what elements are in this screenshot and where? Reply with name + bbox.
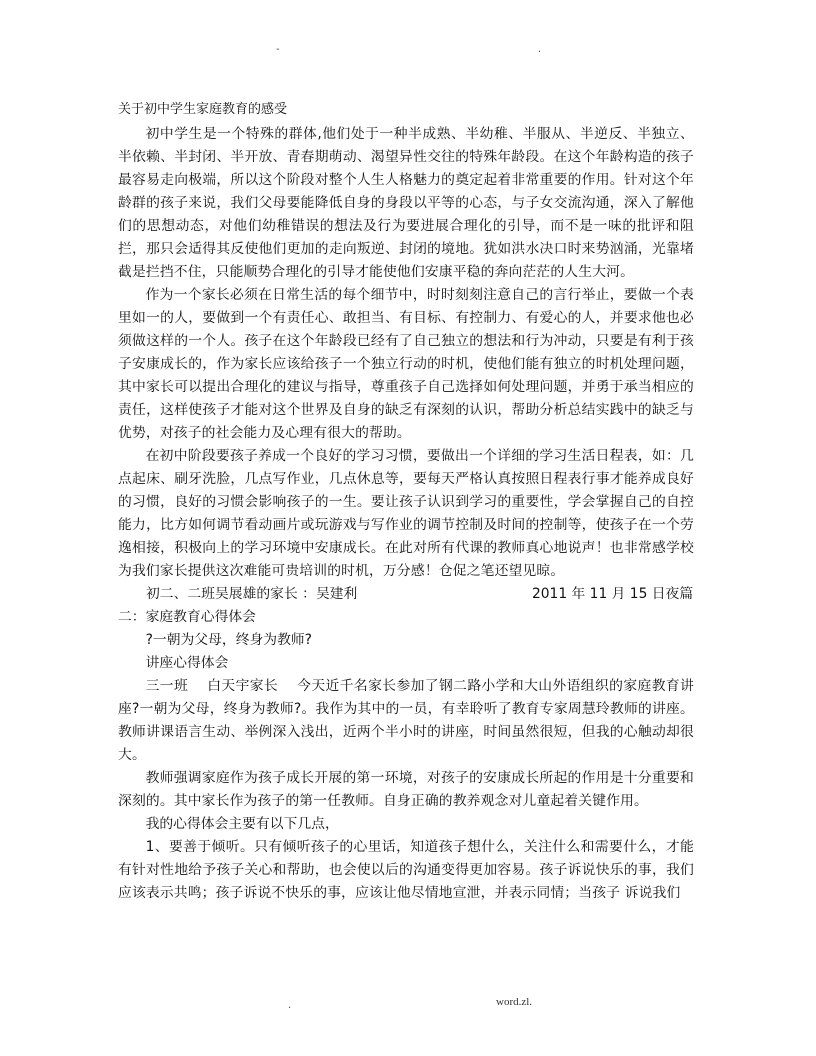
- paragraph-2: 作为一个家长必须在日常生活的每个细节中，时时刻刻注意自己的言行举止，要做一个表里如一的人，要做到一个有责任心、敢担当、有目标、有控制力、有爱心的人，并要求他也必须做这样的一个人。孩子在这个年龄段已经有了自己独立的想法和行为冲动，只要是有利于孩子安康成长的，作为家长应该给孩子一个独立行动的时机，使他们能有独立的时机处理问题，其中家长可以提出合理化的建议与指导，尊重孩子自己选择如何处理问题，并勇于承当相应的责任，这样使孩子才能对这个世界及自身的缺乏有深刻的认识，帮助分析总结实践中的缺乏与优势，对孩子的社会能力及心理有很大的帮助。: [118, 287, 694, 441]
- signature-date: 2011 年 11 月 15 日夜篇: [532, 586, 694, 602]
- section-two-heading: 二：家庭教育心得体会: [118, 609, 256, 625]
- document-body: [118, 99, 694, 905]
- header-right-mark: .: [538, 44, 542, 55]
- paragraph-5: 教师强调家庭作为孩子成长开展的第一环境，对孩子的安康成长所起的作用是十分重要和深刻的。其中家长作为孩子的第一任教师。自身正确的教养观念对儿童起着关键作用。: [118, 770, 694, 809]
- header-left-mark: -: [276, 44, 280, 55]
- signature-row: [118, 583, 694, 606]
- article-title: 关于初中学生家庭教育的感受: [118, 102, 288, 117]
- paragraph-4: 三一班 白天宇家长 今天近千名家长参加了钢二路小学和大山外语组织的家庭教育讲座?一朝为父母，终身为教师?。我作为其中的一员，有幸聆听了教育专家周慧玲教师的讲座。教师讲课语言生动、举例深入浅出，近两个半小时的讲座，时间虽然很短，但我的心触动却很大。: [118, 678, 694, 763]
- points-intro: 我的心得体会主要有以下几点，: [145, 816, 339, 832]
- footer-source: word.zl.: [496, 996, 533, 1008]
- signature-author: 初二、二班吴展雄的家长 ：吴建利: [146, 586, 358, 602]
- paragraph-3: 在初中阶段要孩子养成一个良好的学习习惯，要做出一个详细的学习生活日程表，如：几点起床、刷牙洗脸，几点写作业，几点休息等，要每天严格认真按照日程表行事才能养成良好的习惯，良好的习惯会影响孩子的一生。要让孩子认识到学习的重要性，学会掌握自己的自控能力，比方如何调节看动画片或玩游戏与写作业的调节控制及时间的控制等，使孩子在一个劳逸相接，积极向上的学习环境中安康成长。在此对所有代课的教师真心地说声！也非常感学校为我们家长提供这次难能可贵培训的时机，万分感！仓促之笔还望见晾。: [118, 448, 694, 579]
- lecture-heading: 讲座心得体会: [145, 655, 229, 671]
- footer-left-mark: .: [288, 1000, 292, 1011]
- point-one: 1、要善于倾听。只有倾听孩子的心里话，知道孩子想什么，关注什么和需要什么，才能有针对性地给予孩子关心和帮助，也会使以后的沟通变得更加容易。孩子诉说快乐的事，我们应该表示共鸣；孩子诉说不快乐的事，应该让他尽情地宣泄，并表示同情；当孩子 诉说我们: [118, 839, 694, 901]
- quote-line: ?一朝为父母，终身为教师?: [145, 632, 313, 648]
- paragraph-1: 初中学生是一个特殊的群体,他们处于一种半成熟、半幼稚、半服从、半逆反、半独立、半依赖、半封闭、半开放、青春期萌动、渴望异性交往的特殊年龄段。在这个年龄构造的孩子最容易走向极端，所以这个阶段对整个人生人格魅力的奠定起着非常重要的作用。针对这个年龄群的孩子来说，我们父母要能降低自身的身段以平等的心态，与子女交流沟通，深入了解他们的思想动态，对他们幼稚错误的想法及行为要进展合理化的引导，而不是一味的批评和阻拦，那只会适得其反使他们更加的走向叛逆、封闭的境地。犹如洪水决口时来势汹涌，光靠堵截是拦挡不住，只能顺势合理化的引导才能使他们安康平稳的奔向茫茫的人生大河。: [118, 126, 694, 280]
